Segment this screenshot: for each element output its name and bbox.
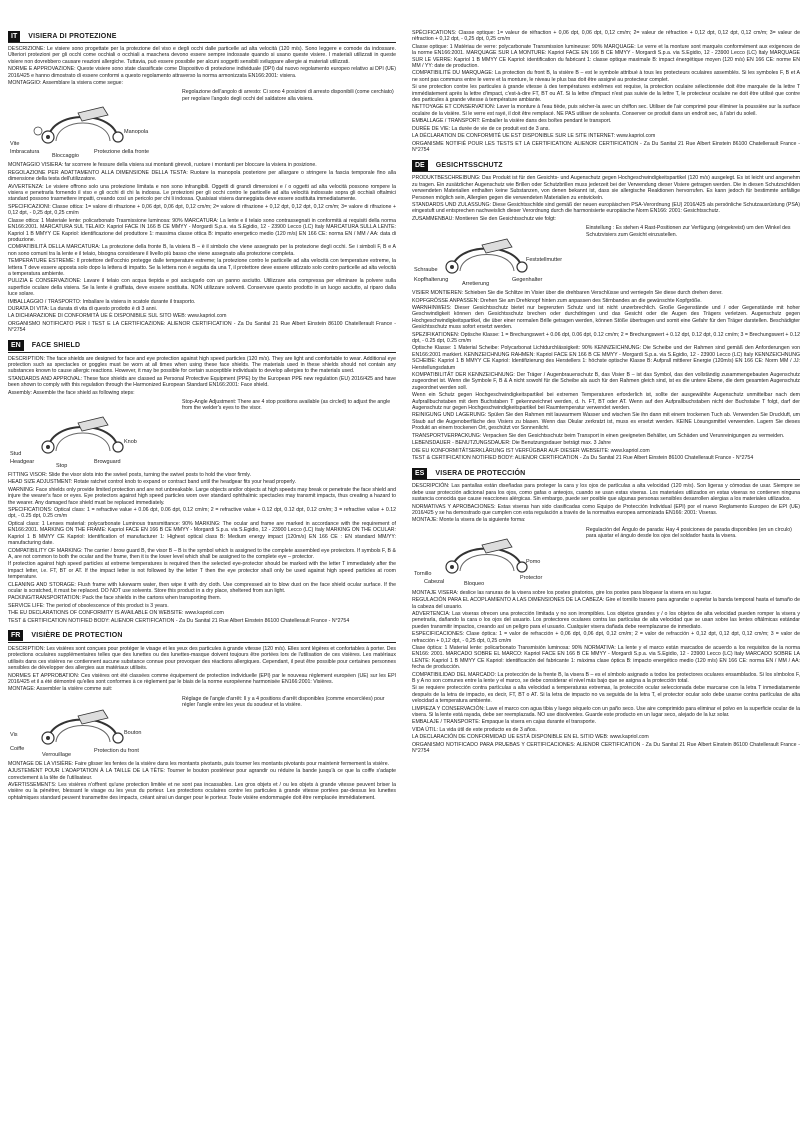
paragraph: Wenn ein Schutz gegen Hochgeschwindigkeitspartikel bei extremen Temperaturen erforderlich ist, sollte der ausgewählte Augenschutz unmittelbar nach dem Aufprallbuchstaben mit dem Buchstaben T gekennzeichnet werden, d. h. FT, BT oder AT. Wenn auf den Aufprallbuchstaben nicht der Buchstabe T folgt, darf der Augenschutz nur gegen Hochgeschwindigkeitspartikel bei Raumtemperatur verwendet werden. bbox=[412, 392, 800, 412]
section-fr-continued bbox=[412, 30, 800, 153]
paragraph: MONTAGE DE LA VISIÈRE: Faire glisser les fentes de la visière dans les montants pivotants, puis tourner les montants pivotants pour maintenir fermement la visière. bbox=[8, 760, 390, 767]
label-lock: Verrouillage bbox=[42, 751, 72, 758]
paragraph: Si une protection contre les particules à grande vitesse à des températures extrêmes est requise, la protection oculaire sélectionnée doit être marquée de la lettre T immédiatement après la lettre d'impact, c'est-à-dire FT, BT ou AT. Si la lettre d'impact n'est pas suivie de la lettre T, le protecteur oculaire ne doit être utilisé que contre des particules à grande vitesse à température ambiante. bbox=[412, 84, 800, 104]
paragraph: PACKING/TRANSPORTATION: Pack the face shields in the cartons when transporting them. bbox=[8, 595, 221, 602]
language-code: DE bbox=[412, 160, 428, 171]
paragraph: HEAD SIZE ADJUSTMENT: Rotate ratchet control knob to expand or contract band until the headgear fits your head properly. bbox=[8, 479, 296, 486]
section-header bbox=[412, 467, 800, 480]
paragraph: COMPATIBILITY OF MARKING: The carrier / brow guard B, the visor B – B is the symbol which is assigned to the complete assembled eye protectors. If symbols F, B & A, are not common to both the ocular and the frame, then it is the lower level which shall be assigned to the complete eye – protector. bbox=[8, 547, 396, 560]
paragraph: DURÉE DE VIE: La durée de vie de ce produit est de 3 ans. bbox=[412, 125, 550, 132]
paragraph: PULIZIA E CONSERVAZIONE: Lavare il telaio con acqua tiepida e poi asciugarlo con un panno asciutto. Utilizzare aria compressa per eliminare la polvere sulla superficie oculare della visiera. Se la lente è graffiata, deve essere sostituita. NON utilizzare solventi. Conservare questo prodotto in un luogo asciutto, al riparo dalla luce solare. bbox=[8, 278, 396, 298]
paragraph: NETTOYAGE ET CONSERVATION: Laver la monture à l'eau tiède, puis sécher-la avec un chiffon sec. Utiliser de l'air comprimé pour éliminer la poussière sur la surface oculaire de la visière. Si le verre est rayé, il doit être remplacé. NE PAS utiliser de solvants. Conserver ce produit dans un endroit sec, à l'abri du soleil. bbox=[412, 104, 800, 117]
section-title: VISIÈRE DE PROTECTION bbox=[31, 632, 123, 640]
assembly-figure bbox=[8, 89, 396, 159]
paragraph: SERVICE LIFE: The period of obsolescence of this product is 3 years. bbox=[8, 602, 169, 609]
section-title: FACE SHIELD bbox=[31, 342, 81, 350]
paragraph: IMBALLAGGIO / TRASPORTO: Imballare la visiera in scatole durante il trasporto. bbox=[8, 298, 196, 305]
section-fr bbox=[8, 630, 396, 801]
paragraph: SPECIFICAZIONI: Classe ottica: 1= valore di rifrazione + 0,06 dpt, 0,06 dpt, 0,12 cm/m; 2= valore di rifrazione + 0,12 dpt, 0,12 dpt, 0,12 cm/m; 3= valore di rifrazione + 0,12 dpt, - 0,25 dpt, 0,25 cm/m bbox=[8, 203, 396, 217]
label-lock: Bloccaggio bbox=[52, 153, 79, 160]
paragraph: EMBALAJE / TRANSPORTE: Empaque la visera en cajas durante el transporte. bbox=[412, 719, 597, 726]
assembly-figure bbox=[8, 696, 396, 758]
paragraph: LA DICHIARAZIONE DI CONFORMITÀ UE È DISPONIBILE SUL SITO WEB: www.kapriol.com bbox=[8, 313, 227, 320]
paragraph: Si se requiere protección contra partículas a alta velocidad a temperaturas extremas, la protección ocular seleccionada debe marcarse con la letra T inmediatamente después de la letra de impacto, es decir, FT, BT o AT. Si la letra de impacto no va seguida de la letra T, el protector ocular solo debe usarse contra partículas de alta velocidad a temperatura ambiente. bbox=[412, 685, 800, 705]
paragraph: REGULACIÓN PARA EL ACOPLAMIENTO A LAS DIMENSIONES DE LA CABEZA: Gire el tornillo trasero para agrandar o apretar la banda temporal hasta el tamaño de la cabeza del usuario. bbox=[412, 597, 800, 610]
label-lock: Bloqueo bbox=[464, 580, 485, 587]
paragraph: MONTAJE: Monte la visera de la siguiente forma: bbox=[412, 517, 526, 524]
paragraph: ADVERTENCIA: Las viseras ofrecen una protección limitada y no son irrompibles. Los objetos grandes y / o los objetos de alta velocidad pueden romper la visera y penetrarla, dañando la cara o los ojos del usuario. Los protectores oculares contra las partículas de alta velocidad que se usan sobre las lentes oftálmicas estándar pueden transmitir impactos, creando así un peligro para el usuario. Cualquier visera dañada debe reemplazarse de inmediato. bbox=[412, 610, 800, 630]
paragraph: ZUSAMMENBAU: Montieren Sie den Gesichtsschutz wie folgt: bbox=[412, 215, 556, 222]
label-stud: Stud bbox=[10, 451, 22, 458]
figure-caption: Stop-Angle Adjustment: There are 4 stop positions available (as circled) to adjust the angle from the welder's eyes to the visor. bbox=[182, 399, 391, 412]
label-headgear: Headgear bbox=[10, 459, 35, 466]
paragraph: TEST & CERTIFICATION NOTIFIED BODY: ALIENOR CERTIFICATION - Za Du Sanital 21 Rue Albert Einstein 86100 Chatellerault France - N°2754 bbox=[8, 617, 350, 624]
label-headgear: Imbracatura bbox=[10, 149, 40, 156]
label-screw: Vite bbox=[10, 141, 20, 148]
paragraph: STANDARDS AND APPROVAL: These face shields are classed as Personal Protective Equipment (PPE) by the European PPE new regulation (EU) 2016/425 and have been shown to comply with this regulation through the Harmonized European Standard EN166:2001: Face shield. bbox=[8, 375, 396, 389]
paragraph: ESPECIFICACIONES: Clase óptica: 1 = valor de refracción + 0,06 dpt, 0,06 dpt, 0,12 cm/m; 2 = valor de refracción + 0,12 dpt, 0,12 dpt, 0,12 cm/m; 3 = valor de refracción + 0,12 dpt, - 0,25 dpt, 0,25 cm/m bbox=[412, 631, 800, 644]
paragraph: CLEANING AND STORAGE: Flush frame with lukewarm water, then wipe it with dry cloth. Use compressed air to blow dust on the face shield ocular surface. If the ocular is scratched, it must be replaced. DO NOT use solvents. Store this product in a dry place, sheltered from sun light. bbox=[8, 581, 396, 594]
label-lock: Arretierung bbox=[462, 281, 490, 288]
paragraph: DESCRIPTION: The face shields are designed for face and eye protection against high speed particles (120 m/s). They are light and comfortable to wear. Additional eye protection such as spectacles or goggles must be worn at all times when using these face shields. The materials used in these shields should not contain any substances known to cause allergic reactions. However, it may be possible for certain susceptible individuals to develop allergies to the materials used. bbox=[8, 355, 396, 375]
paragraph: LIMPIEZA Y CONSERVACIÓN: Lave el marco con agua tibia y luego séquelo con un paño seco. Use aire comprimido para eliminar el polvo en la superficie ocular de la visera. Si la lente está rayada, debe ser reemplazada. NO use disolventes. Guarde este producto en un lugar seco, alejado de la luz solar. bbox=[412, 705, 800, 719]
paragraph: MONTAGGIO: Assemblare la visiera come segue: bbox=[8, 80, 123, 87]
paragraph: If protection against high speed particles at extreme temperatures is required then the selected eye-protector should be marked with the letter T immediately after the impact letter, i.e. FT, BT or AT. If the impact letter is not followed by the letter T then the eye protector shall only be used against high speed particles at room temperature. bbox=[8, 561, 396, 581]
paragraph: NORME E APPROVAZIONE: Queste visiere sono state classificate come Dispositivo di protezione individuale (DPI) dal nuovo regolamento europeo relativo ai DPI (UE) 2016/425 e hanno dimostrato di essere conformi a questo regolamento attraverso la norma armonizzata EN166:2001: visiera. bbox=[8, 66, 396, 79]
paragraph: NORMATIVAS Y APROBACIONES: Estas viseras han sido clasificadas como Equipo de Protección Individual (EPI) por el nuevo Reglamento Europeo de EPI (UE) 2016/425 y se ha demostrado que cumplen con esta regulación a través de la normativa europea armonizada EN166: 2001: Viseras. bbox=[412, 503, 800, 516]
paragraph: TEST & CERTIFICATION NOTIFIED BODY: ALIENOR CERTIFICATION - Za Du Sanital 21 Rue Albert Einstein 86100 Chatellerault France - N°2754 bbox=[412, 454, 754, 461]
paragraph: Classe ottica: 1 Materiale lente: policarbonato Trasmissione luminosa: 90% MARCATURA: La lente e il telaio sono contrassegnati in conformità ai requisiti della norma EN166:2001. MARCATURA SUL TELAIO: Kapriol FACE IN 166 B CE MMYY - Morgardi S.p.a. via S.Egidio, 12 - 23900 Lecco (LC) Italy MARCATURA SULLA LENTE: Kapriol 1 B MMYY CE Kapriol: identificazione del produttore 1: massima classe ottica B: impatto energetico medio (120 m/s) EN 166 CE: norma EN / MM / AA: data di produzione. bbox=[8, 217, 396, 243]
left-column bbox=[8, 30, 396, 807]
paragraph: LA DECLARACIÓN DE CONFORMIDAD UE ESTÁ DISPONIBLE EN EL SITIO WEB: www.kapriol.com bbox=[412, 734, 649, 741]
label-stop: Stop bbox=[56, 463, 68, 470]
label-headgear: Cabezal bbox=[424, 578, 445, 585]
section-es bbox=[412, 467, 800, 754]
paragraph: LEBENSDAUER - BENUTZUNGSDAUER: Die Benutzungsdauer beträgt max. 3 Jahre bbox=[412, 440, 611, 447]
section-it bbox=[8, 30, 396, 334]
paragraph: ORGANISME NOTIFIÉ POUR LES TESTS ET LA CERTIFICATION: ALIENOR CERTIFICATION - Za Du Sanital 21 Rue Albert Einstein 86100 Chatellerault France - N°2754 bbox=[412, 140, 800, 153]
paragraph: Optical class: 1 Lenses material: polycarbonate Luminous transmittance: 90% MARKING: The ocular and frame are marked in accordance with the requirement of EN166:2001. MARKING ON THE FRAME: Kapriol FACE EN 166 B CE MMYY - Morgardi S.p.a. via S.Egidio, 12 - 23900 Lecco (LC) Italy MARKING ON THE OCULAR: Kapriol 1 B MMYY CE Kapriol: Identification of manufacturer 1: Highest optical class B: Medium energy impact (120m/s) EN 166 CE : EN standard MM/YY: manufacturing date. bbox=[8, 520, 396, 547]
paragraph: SPECIFICATIONS: Optical class: 1 = refractive value + 0.06 dpt, 0.06 dpt, 0.12 cm/m; 2 = refractive value + 0.12 dpt, 0.12 dpt, 0.12 cm/m; 3 = refractive value + 0.12 dpt, - 0.25 dpt, 0.25 cm/m bbox=[8, 507, 396, 520]
paragraph: DURATA DI VITA: La durata di vita di questo prodotto è di 3 anni. bbox=[8, 305, 158, 312]
paragraph: DESCRIPTION: Les visières sont conçues pour protéger le visage et les yeux des particules à grande vitesse (120 m/s). Elles sont légères et confortables à porter. Des protections oculaires supplémentaires telles que des lunettes ou des lunettes-masque doivent toujours être portées lors de l'utilisation de ces visières. Les matériaux utilisés dans ces visières ne contiennent aucune substance connue pour provoquer des réactions allergiques. Cependant, il peut être possible pour certaines personnes sensibles de développer des allergies aux matériaux utilisés. bbox=[8, 645, 396, 672]
section-en bbox=[8, 340, 396, 624]
label-screw: Vis bbox=[10, 731, 18, 738]
headgear-diagram-icon bbox=[8, 89, 178, 159]
section-title: VISERA DE PROTECCIÓN bbox=[435, 469, 526, 477]
label-knob: Manopola bbox=[124, 129, 149, 136]
figure-caption: Réglage de l'angle d'arrêt: Il y a 4 positions d'arrêt disponibles (comme encerclées) pour régler l'angle entre les yeux du soudeur et la visière. bbox=[182, 695, 385, 709]
paragraph: DESCRIZIONE: Le visiere sono progettate per la protezione del viso e degli occhi dalle particelle ad alta velocità (120 m/s). Sono leggere e comode da indossare. Ulteriori protezioni per gli occhi come occhiali o occhiali a maschera devono essere sempre indossate quando si usano queste visiere. I materiali utilizzati in queste visiere non dovrebbero causare reazioni allergiche. Tuttavia, può essere possibile per alcuni soggetti sensibili sviluppare allergie ai materiali utilizzati. bbox=[8, 46, 396, 65]
paragraph: Optische Klasse: 1 Material Scheibe: Polycarbonat Lichtdurchlässigkeit: 90% KENNZEICHNUNG: Die Scheibe und der Rahmen sind gemäß den Anforderungen von EN166:2001 markiert. KENNZEICHNUNG RAHMEN: Kapriol FACE EN 166 B CE MMYY - Morgardi S.p.a. via S.Egidio, 12 - 23900 Lecco (LC) Italy KENNZEICHNUNG SCHEIBE: Kapriol 1 B MMYY CE Kapriol: Identifizierung des Herstellers 1: höchste optische Klasse B: Aufprall mittlerer Energie (120m/s) EN 166 CE: Norm MM / JJ: Herstellungsdatum bbox=[412, 345, 800, 371]
language-code: ES bbox=[412, 468, 427, 479]
assembly-figure bbox=[412, 527, 800, 587]
section-title: VISIERA DI PROTEZIONE bbox=[28, 32, 117, 40]
paragraph: WARNHINWEIS: Dieser Gesichtsschutz bietet nur begrenzten Schutz und ist nicht unzerbrechlich. Große Gegenstände und / oder Gegenstände mit hoher Geschwindigkeit können den Gesichtsschutz brechen oder durchdringen und das Gesicht oder die Augen des Trägers verletzen. Augenschutz gegen Hochgeschwindigkeitspartikel, die über einer normalen Brille getragen werden, können Stöße übertragen und somit eine Gefahr für den Träger darstellen. Beschädigter Gesichtsschutz muss sofort ersetzt werden. bbox=[412, 304, 800, 331]
paragraph: FITTING VISOR: Slide the visor slots into the swivel posts, turning the swivel posts to hold the visor firmly. bbox=[8, 472, 251, 479]
section-de bbox=[412, 159, 800, 461]
paragraph: ORGANISMO NOTIFICATO PER I TEST E LA CERTIFICAZIONE: ALIENOR CERTIFICATION - Za Du Sanital 21 Rue Albert Einstein 86100 Chatellerault France - N°2754 bbox=[8, 320, 396, 334]
paragraph: KOMPATIBILITÄT DER KENNZEICHNUNG: Der Träger / Augenbrauenschutz B, das Visier B – ist das Symbol, das den vollständig zusammengebauten Augenschutz zugeordnet ist. Wenn die Symbole F, B & A nicht sowohl für die Scheibe als auch für den Rahmen gleich sind, ist es die untere Ebene, die dem gesamten Augenschutz zugeordnet werden soll. bbox=[412, 372, 800, 391]
section-header bbox=[8, 630, 396, 643]
paragraph: COMPATIBILITÉ DU MARQUAGE: La protection du front B, la visière B – est le symbole attribué à tous les protecteurs oculaires assemblés. Si les symboles F, B et A ne sont pas communs entre le verre et la monture, le niveau le plus bas doit être assigné au protecteur complet. bbox=[412, 70, 800, 83]
paragraph: COMPATIBILITÀ DELLA MARCATURA: La protezione della fronte B, la visiera B – è il simbolo che viene assegnato per la protezione degli occhi. Se i simboli F, B e A non sono comuni tra la lente e il telaio, bisogna considerare il livello più basso che viene assegnato alla protezione completa. bbox=[8, 244, 396, 257]
paragraph: THE EU DECLARATIONS OF CONFORMITY IS AVAILABLE ON WEBSITE: www.kapriol.com bbox=[8, 610, 224, 617]
paragraph: MONTAGE: Assembler la visière comme suit: bbox=[8, 686, 113, 693]
paragraph: Clase óptica: 1 Material lente: policarbonato Transmisión luminosa: 90% NORMATIVA: La lente y el marco están marcados de acuerdo a los requisitos de la norma EN166: 2001. MARCADO SOBRE EL MARCO: Kapriol FACE EN 166 B CE MMYY - Morgardi S.p.a. via S.Egidio, 12 - 23900 Lecco (LC) Italy MARCADO SOBRE LA LENTE: Kapriol 1 B MMYY CE Kapriol: identificación del fabricante 1: máxima clase óptica B: impacto energético medio (120 m/s) EN 166 CE: norma EN / MM / AA: fecha de producción. bbox=[412, 645, 800, 671]
language-code: FR bbox=[8, 630, 23, 641]
figure-caption: Einstellung : Es stehen 4 Rast-Positionen zur Verfügung (eingekreist) um den Winkel des Schutzvisiers zum Gesicht einzustellen. bbox=[586, 225, 791, 238]
label-browguard: Protector bbox=[520, 574, 543, 581]
paragraph: SPEZIFIKATIONEN: Optische Klasse: 1 = Brechungswert + 0.06 dpt, 0.06 dpt, 0.12 cm/m; 2 = Brechungswert + 0.12 dpt, 0.12 dpt, 0.12 cm/m; 3 = Brechungswert + 0.12 dpt, - 0.25 dpt, 0.25 cm/m bbox=[412, 331, 800, 344]
assembly-figure bbox=[8, 399, 396, 469]
paragraph: STANDARDS UND ZULASSUNG: Diese Gesichtsschilde sind gemäß der neuen europäischen PSA-Verordnung (EU) 2016/425 als persönliche Schutzausrüstung (PSA) eingestuft und entsprechen nachweislich dieser Verordnung durch die harmonisierte europäische Norm EN166: 2001: Gesichtsschutz. bbox=[412, 201, 800, 215]
label-knob: Knob bbox=[124, 439, 137, 446]
paragraph: Assembly: Assemble the face shield as following steps: bbox=[8, 389, 135, 396]
paragraph: MONTAJE VISERA: deslice las ranuras de la visera sobre los postes giratorios, gire los postes para bloquear la visera en su lugar. bbox=[412, 589, 712, 596]
assembly-figure bbox=[412, 225, 800, 287]
paragraph: EMBALLAGE / TRANSPORT: Emballer la visière dans des boîtes pendant le transport. bbox=[412, 118, 612, 125]
paragraph: AJUSTEMENT POUR L'ADAPTATION À LA TAILLE DE LA TÊTE: Tourner le bouton postérieur pour agrandir ou réduire la bande jusqu'à ce que la coiffe s'adapte correctement à la tête de l'utilisateur. bbox=[8, 768, 396, 781]
label-screw: Schraube bbox=[414, 267, 438, 274]
label-counterholder: Gegenhalter bbox=[512, 277, 543, 284]
paragraph: NORMES ET APPROBATION: Ces visières ont été classées comme équipement de protection individuelle (EPI) par le nouveau règlement européen (UE) sur les EPI 2016/425 et il a été démontré qu'elles sont conformes à ce règlement par le biais de la norme européenne harmonisée EN166:2001: Visières. bbox=[8, 672, 396, 685]
paragraph: TRANSPORTVERPACKUNG: Verpacken Sie den Gesichtsschutz beim Transport in einen geeigneten Behälter, um Schäden und Verunreinigungen zu vermeiden. bbox=[412, 432, 785, 439]
language-code: EN bbox=[8, 340, 24, 351]
headgear-diagram-icon bbox=[412, 225, 582, 287]
paragraph: Classe optique: 1 Matériau de verre: polycarbonate Transmission lumineuse: 90% MARQUAGE: Le verre et la monture sont marqués conformément aux exigences de la norme EN166:2001. MARQUAGE SUR LA MONTURE: Kapriol FACE EN 166 B CE MMYY - Morgardi S.p.a. via S.Egidio, 12 - 23900 Lecco (LC) Italy MARQUAGE SUR LE VERRE: Kapriol 1 B MMYY CE Kapriol: identification du fabricant 1: classe optique maximale B: impact énergétique moyen (120 m/s) EN 166 CE: norme EN MM / YY: date de production. bbox=[412, 43, 800, 70]
section-header bbox=[8, 340, 396, 353]
figure-caption: Regolazione dell'angolo di arresto: Ci sono 4 posizioni di arresto disponibili (come cerchiato) per regolare l'angolo degli occhi del saldatore alla visiera. bbox=[182, 89, 394, 102]
label-headgear: Coiffe bbox=[10, 745, 25, 752]
headgear-diagram-icon bbox=[412, 527, 582, 587]
paragraph: COMPATIBILIDAD DEL MARCADO: La protección de la frente B, la visera B – es el símbolo asignado a todos los protectores oculares ensamblados. Si los símbolos F, B y A no son comunes entre la lente y el marco, se debe considerar el nivel más bajo que se asigna a la protección total. bbox=[412, 671, 800, 685]
paragraph: DIE EU KONFORMITÄTSERKLÄRUNG IST VERFÜGBAR AUF DIESER WEBSEITE: www.kapriol.com bbox=[412, 447, 650, 454]
paragraph: PRODUKTBESCHREIBUNG: Das Produkt ist für den Gesichts- und Augenschutz gegen Hochgeschwindigkeitspartikel (120 m/s) ausgelegt. Es ist leicht und angenehm zu tragen. Ein zusätzlicher Augenschutz wie Brillen oder Schutzbrillen muss jederzeit bei der Verwendung dieser Visiere getragen werden. Die in diesen Schutzschilden verwendeten Materialien enthalten keine Substanzen, von denen bekannt ist, dass sie allergische Reaktionen hervorrufen. Es kann jedoch für bestimmte anfällige Personen möglich sein, Allergien gegen die verwendeten Materialien zu entwickeln. bbox=[412, 175, 800, 201]
headgear-diagram-icon bbox=[8, 399, 178, 469]
label-browguard: Protezione della fronte bbox=[94, 149, 150, 156]
paragraph: REINIGUNG UND LAGERUNG: Spülen Sie den Rahmen mit lauwarmem Wasser und wischen Sie ihn dann mit einem trockenen Tuch ab. Verwenden Sie Druckluft, um Staub auf die Augenoberfläche des Visiers zu blasen. Wenn das Okular zerkratzt ist, muss es ersetzt werden. KEINE Lösungsmittel verwenden. Lagern Sie dieses Produkt an einem trockenen Ort, geschützt vor Sonnenlicht. bbox=[412, 412, 800, 432]
section-header bbox=[8, 30, 396, 43]
label-knob: Feststellmutter bbox=[526, 257, 563, 264]
section-title: GESICHTSSCHUTZ bbox=[435, 161, 503, 169]
paragraph: AVVERTENZA: Le visiere offrono solo una protezione limitata e non sono infrangibili. Oggetti di grandi dimensioni e / o oggetti ad alta velocità possono rompere la visiera e penetrarla fornendo il viso e gli occhi di chi la indossa. Le protezioni per gli occhi contro le particelle ad alta velocità indossate sopra gli occhiali oftalmici standard possono trasmettere impatti, creando così un pericolo per chi li indossa. Qualsiasi visiera danneggiata deve essere sostituita immediatamente. bbox=[8, 183, 396, 203]
section-header bbox=[412, 159, 800, 172]
paragraph: DESCRIPCIÓN: Las pantallas están diseñadas para proteger la cara y los ojos de partículas a alta velocidad (120 m/s). Son ligeras y cómodas de usar. Siempre se debe usar protección adicional para los ojos, como gafas o anteojos, cuando se usan estas viseras. Los materiales utilizados en estas viseras no contienen ninguna sustancia conocida que cause reacciones alérgicas. Sin embargo, puede ser posible que algunas personas sensibles desarrollen alergias a los materiales utilizados. bbox=[412, 483, 800, 503]
paragraph: ORGANISMO NOTIFICADO PARA PRUEBAS Y CERTIFICACIONES: ALIENOR CERTIFICATION - Za Du Sanital 21 Rue Albert Einstein 86100 Chatellerault France - N°2754 bbox=[412, 741, 800, 755]
paragraph: AVERTISSEMENTS: Les visières n'offrent qu'une protection limitée et ne sont pas incassables. Les gros objets et / ou les objets à grande vitesse peuvent briser la visière ou la pénétrer, blessant le visage ou les yeux du porteur. Les protections oculaires contre les particules à grande vitesse portées par-dessus les lunettes ophtalmiques standard peuvent transmettre des impacts, créant ainsi un danger pour le porteur. Toute visière endommagée doit être remplacée immédiatement. bbox=[8, 782, 396, 801]
right-column bbox=[412, 30, 800, 761]
label-screw: Tornillo bbox=[414, 570, 432, 577]
language-code: IT bbox=[8, 31, 20, 42]
paragraph: VISIER MONTIEREN: Schieben Sie die Schlitze im Visier über die drehbaren Verschlüsse und verriegeln Sie diese durch drehen derer. bbox=[412, 290, 723, 297]
label-knob: Bouton bbox=[124, 729, 142, 736]
paragraph: VIDA ÚTIL: La vida útil de este producto es de 3 años. bbox=[412, 726, 537, 733]
label-knob: Pomo bbox=[526, 558, 541, 565]
paragraph: SPÉCIFICATIONS: Classe optique: 1= valeur de réfraction + 0,06 dpt, 0,06 dpt, 0,12 cm/m; 2= valeur de réfraction + 0,12 dpt, 0,12 dpt, 0,12 cm/m; 3= valeur de réfraction + 0,12 dpt, - 0,25 dpt, 0,25 cm/m bbox=[412, 30, 800, 43]
label-browguard: Browguard bbox=[94, 459, 121, 466]
paragraph: MONTAGGIO VISIERA: far scorrere le fessure della visiera sui montanti girevoli, ruotare i montanti per bloccare la visiera in posizione. bbox=[8, 162, 317, 169]
paragraph: WARNING: Face shields only provide limited protection and are not unbreakable. Large objects and/or objects at high speeds may break or penetrate the face shield and injure the wearer's face or eyes. Eye protectors against high speed particles worn over standard ophthalmic spectacles may transmit impacts, thus creating a hazard to the wearer. Any damaged face shield must be replaced immediately. bbox=[8, 486, 396, 506]
paragraph: REGOLAZIONE PER ADATTAMENTO ALLA DIMENSIONE DELLA TESTA: Ruotare la manopola posteriore per allargare o stringere la fascia temporale fino alla dimensione della testa dell'utilizzatore. bbox=[8, 169, 396, 183]
figure-caption: Regulación del Ángulo de parada: Hay 4 posiciones de parada disponibles (en un círculo) para ajustar el ángulo desde los ojos del soldador hasta la visera. bbox=[586, 526, 792, 540]
paragraph: TEMPERATURE ESTREME: Il protettore dell'occhio protegge dalle temperature estreme; la protezione contro le particelle ad alta velocità con temperature estreme, la lettera T deve essere apposta solo dopo la lettera di impatto. Se la lettera non è seguita da una T, il protettore deve essere utilizzato solo contro particelle ad alta velocità a temperatura ambiente. bbox=[8, 258, 396, 277]
headgear-diagram-icon bbox=[8, 696, 178, 758]
paragraph: LA DÉCLARATION DE CONFORMITÉ UE EST DISPONIBLE SUR LE SITE INTERNET: www.kapriol.com bbox=[412, 133, 656, 140]
paragraph: KOPFGRÖSSE ANPASSEN: Drehen Sie am Drehknopf hinten zum anpassen des Stirnbandes an die gewünschte Kopfgröße. bbox=[412, 297, 702, 304]
label-browguard: Protection du front bbox=[94, 747, 139, 754]
label-headgear: Kopfhalterung bbox=[414, 277, 449, 284]
